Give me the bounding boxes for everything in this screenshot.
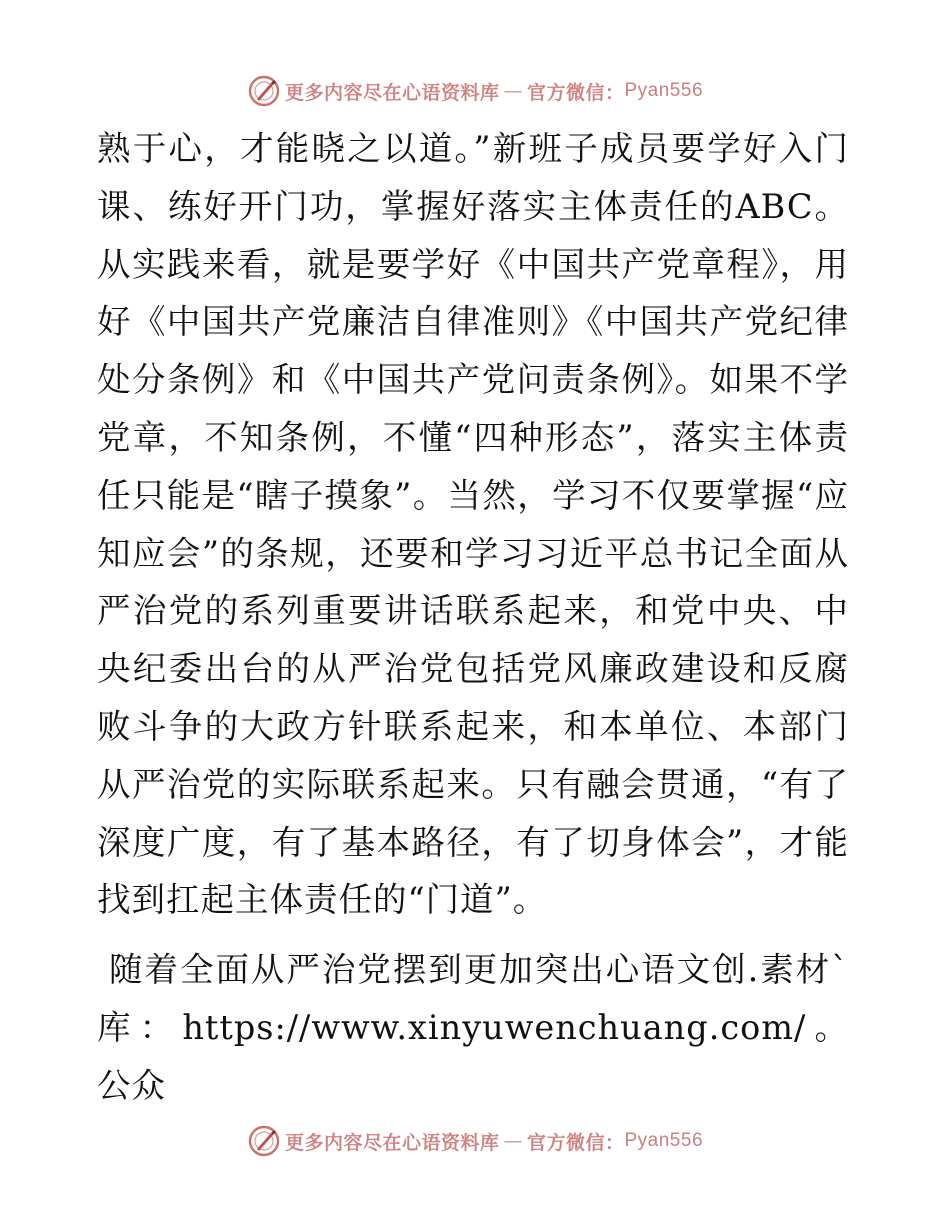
watermark-wechat-id: Pyan556 (624, 1130, 704, 1151)
watermark-wechat-label: 官方微信： (526, 1131, 625, 1154)
body-paragraph: 熟于心，才能晓之以道。”新班子成员要学好入门课、练好开门功，掌握好落实主体责任的ABC。从实践来看，就是要学好《中国共产党章程》，用好《中国共产党廉洁自律准则》《中国共产党纪律处分条例》和《中国共产党问责条例》。如果不学党章，不知条例，不懂“四种形态”，落实主体责任只能是“瞎子摸象”。当然，学习不仅要掌握“应知应会”的条规，还要和学习习近平总书记全面从严治党的系列重要讲话联系起来，和党中央、中央纪委出台的从严治党包括党风廉政建设和反腐败斗争的大政方针联系起来，和本单位、本部门从严治党的实际联系起来。只有融会贯通，“有了深度广度，有了基本路径，有了切身体会”，才能找到扛起主体责任的“门道”。 (97, 129, 849, 920)
watermark-wechat-id: Pyan556 (624, 80, 704, 101)
watermark-wechat-label: 官方微信： (526, 81, 625, 104)
footer-watermark (0, 1124, 950, 1158)
watermark-brand: 更多内容尽在心语资料库 (284, 1131, 500, 1154)
watermark-separator: — (503, 80, 523, 102)
body-paragraph: 随着全面从严治党摆到更加突出心语文创.素材`库：https://www.xinyuwenchuang.com/。公众 (97, 950, 849, 1105)
watermark-separator: — (503, 1130, 523, 1152)
pen-seal-icon (247, 74, 281, 108)
watermark-brand: 更多内容尽在心语资料库 (284, 81, 500, 104)
pen-seal-icon (247, 1124, 281, 1158)
header-watermark (0, 74, 950, 108)
document-body (97, 120, 849, 1115)
